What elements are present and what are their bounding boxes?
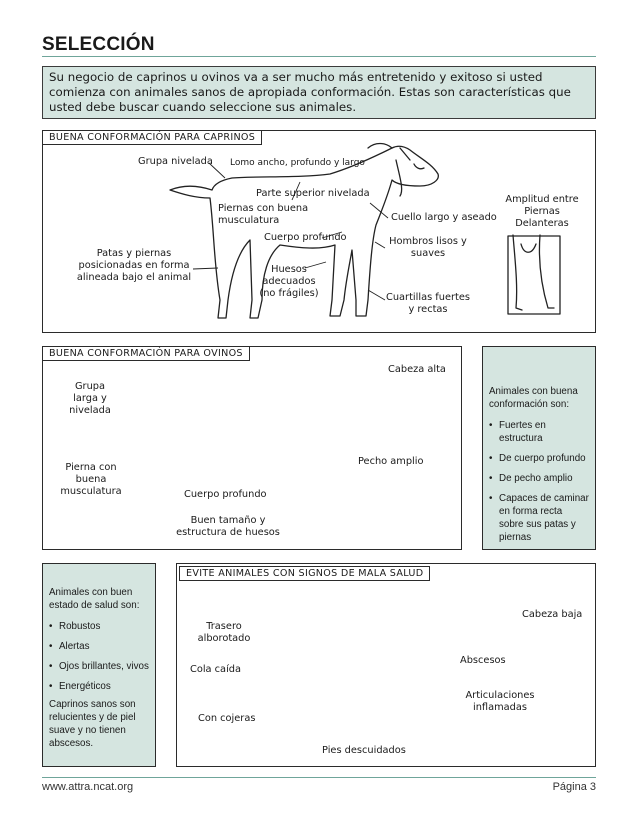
list-item: • Capaces de caminar en forma recta sobre sus patas y piernas	[489, 492, 589, 544]
goat-panel-title: BUENA CONFORMACIÓN PARA CAPRINOS	[42, 130, 262, 145]
goat-label-amplitud: Amplitud entre Piernas Delanteras	[505, 194, 579, 229]
goat-label-piernas: Piernas con buena musculatura	[218, 203, 309, 226]
sheep-label-cuerpo: Cuerpo profundo	[184, 489, 267, 500]
good-health-list	[49, 620, 149, 693]
list-item: • De pecho amplio	[489, 472, 589, 485]
good-conformation-list	[489, 419, 589, 544]
sick-label-abscesos: Abscesos	[460, 655, 506, 666]
goat-label-parte-superior: Parte superior nivelada	[256, 188, 370, 199]
sheep-panel-title: BUENA CONFORMACIÓN PARA OVINOS	[42, 346, 250, 361]
footer-divider	[42, 777, 596, 778]
sheep-label-pecho: Pecho amplio	[358, 456, 424, 467]
page-title: SELECCIÓN	[42, 34, 155, 55]
list-item: • Ojos brillantes, vivos	[49, 660, 149, 673]
sick-label-pies: Pies descuidados	[322, 745, 406, 756]
list-item: • Energéticos	[49, 680, 149, 693]
sick-label-cola: Cola caída	[190, 664, 242, 675]
good-health-note: Caprinos sanos son relucientes y de piel suave y no tienen abscesos.	[49, 699, 136, 749]
goat-label-grupa: Grupa nivelada	[138, 156, 213, 167]
goat-label-patas: Patas y piernas posicionadas en forma alineada bajo el animal	[76, 248, 192, 283]
sheep-label-pierna: Pierna con buena musculatura	[60, 462, 122, 497]
sick-label-cojeras: Con cojeras	[198, 713, 256, 724]
list-item: • Fuertes en estructura	[489, 419, 589, 445]
goat-label-cuello: Cuello largo y aseado	[391, 212, 497, 223]
goat-label-hombros: Hombros lisos y suaves	[389, 236, 467, 259]
good-conformation-heading: Animales con buena conformación son:	[489, 386, 578, 410]
goat-label-huesos: Huesos adecuados (no frágiles)	[259, 264, 319, 299]
sick-label-cabeza: Cabeza baja	[522, 609, 583, 620]
sick-label-articulaciones: Articulaciones inflamadas	[465, 690, 535, 713]
list-item: • Alertas	[49, 640, 149, 653]
list-item: • De cuerpo profundo	[489, 452, 589, 465]
goat-label-cuartillas: Cuartillas fuertes y rectas	[386, 292, 470, 315]
page-number: Página 3	[552, 781, 596, 793]
sheep-label-grupa: Grupa larga y nivelada	[69, 381, 111, 416]
sick-panel-title: EVITE ANIMALES CON SIGNOS DE MALA SALUD	[179, 566, 430, 581]
goat-label-lomo: Lomo ancho, profundo y largo	[230, 158, 365, 168]
goat-label-cuerpo: Cuerpo profundo	[264, 232, 347, 243]
good-health-box	[42, 563, 156, 767]
intro-text: Su negocio de caprinos u ovinos va a ser mucho más entretenido y exitoso si usted comienza con animales sanos de apropiada conformación. Estas son características que usted debe buscar cuando seleccione sus animales.	[42, 66, 596, 119]
good-conformation-box	[482, 346, 596, 550]
sick-label-trasero: Trasero alborotado	[197, 621, 251, 644]
footer-url[interactable]: www.attra.ncat.org	[42, 781, 134, 793]
good-health-heading: Animales con buen estado de salud son:	[49, 587, 140, 611]
list-item: • Robustos	[49, 620, 149, 633]
sheep-label-cabeza: Cabeza alta	[388, 364, 446, 375]
sheep-label-tamano: Buen tamaño y estructura de huesos	[176, 515, 280, 538]
